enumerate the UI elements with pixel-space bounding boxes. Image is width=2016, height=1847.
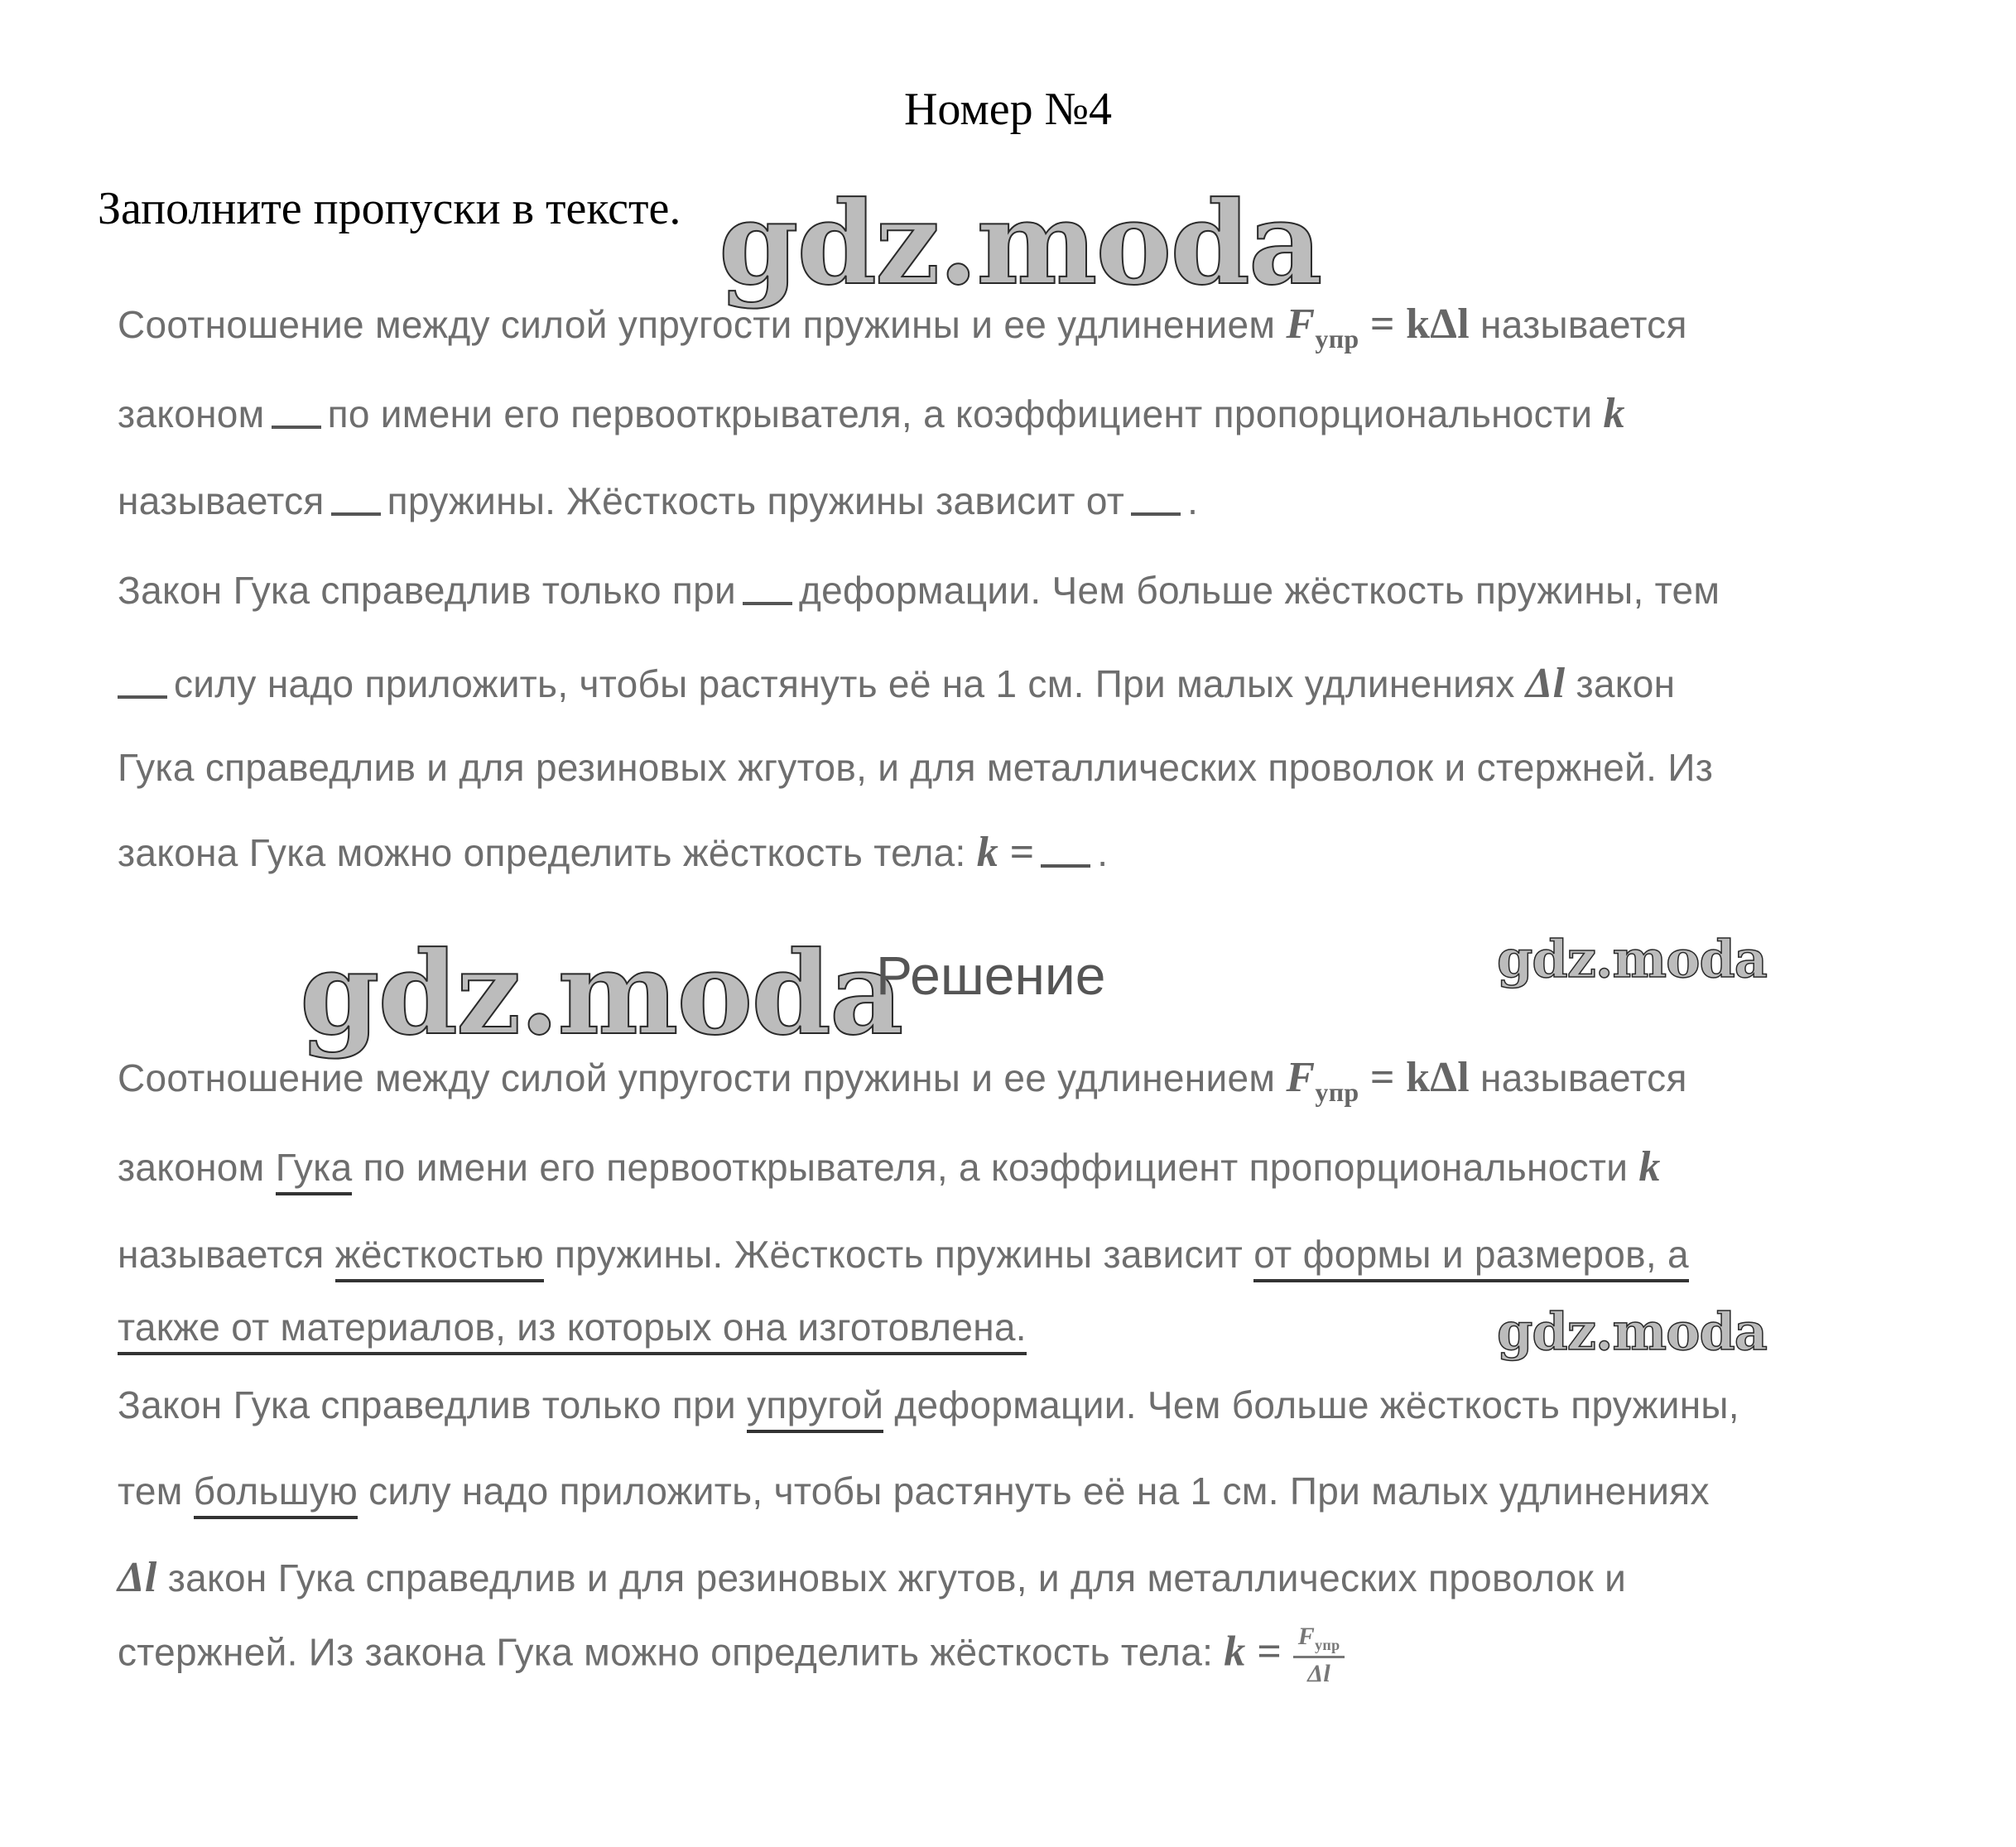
text: Закон Гука справедлив только при <box>118 1383 736 1426</box>
text: силу надо приложить, чтобы растянуть её на 1 см. При малых удлинениях <box>174 662 1515 705</box>
text: называется <box>118 1233 325 1276</box>
text: закон Гука справедлив и для резиновых жгутов, и для металлических проволок и <box>167 1556 1627 1599</box>
text: законом <box>118 392 265 435</box>
text: пружины. Жёсткость пружины зависит от <box>387 479 1125 522</box>
question-line <box>118 828 1108 877</box>
solution-line <box>118 1623 1345 1688</box>
text: деформации. Чем больше жёсткость пружины, <box>894 1383 1739 1426</box>
answer: также от материалов, из которых она изготовлена. <box>118 1306 1027 1355</box>
solution-line <box>118 1305 1027 1349</box>
k-equals: k = <box>1224 1628 1282 1676</box>
text: Соотношение между силой упругости пружины и ее удлинением <box>118 303 1276 346</box>
blank <box>118 695 167 699</box>
question-line <box>118 745 1713 790</box>
question-line <box>118 300 1687 354</box>
text: . <box>1187 479 1199 522</box>
text: законом <box>118 1146 265 1189</box>
answer: от формы и размеров, а <box>1253 1233 1689 1282</box>
page-title: Номер №4 <box>903 84 1113 135</box>
text: по имени его первооткрывателя, а коэффициент пропорциональности <box>327 392 1593 435</box>
stiffness-fraction: $\frac{F_{упр}}{\Delta l}$ <box>1293 1623 1345 1688</box>
solution-heading: Решение <box>876 945 1106 1006</box>
text: называется <box>118 479 325 522</box>
solution-line <box>118 1142 1661 1191</box>
k-symbol: k <box>1603 390 1625 437</box>
question-line <box>118 659 1675 708</box>
text: пружины. Жёсткость пружины зависит <box>555 1233 1244 1276</box>
text: деформации. Чем больше жёсткость пружины, тем <box>799 569 1720 612</box>
delta-l-symbol: Δl <box>1525 660 1566 707</box>
text: закон <box>1576 662 1676 705</box>
k-symbol: k <box>1638 1143 1661 1190</box>
blank <box>272 426 321 429</box>
text: стержней. Из закона Гука можно определить жёсткость тела: <box>118 1630 1214 1674</box>
text: Гука справедлив и для резиновых жгутов, и для металлических проволок и стержней. Из <box>118 746 1714 789</box>
hooke-formula: $F_{упр} = k\Delta l$ <box>1286 1054 1470 1107</box>
blank <box>331 512 381 516</box>
text: . <box>1097 831 1109 874</box>
watermark: gdz.moda <box>300 926 902 1061</box>
text: закона Гука можно определить жёсткость тела: <box>118 831 966 874</box>
watermark: gdz.moda <box>1497 1301 1767 1362</box>
answer: Гука <box>276 1146 353 1195</box>
text: по имени его первооткрывателя, а коэффициент пропорциональности <box>363 1146 1629 1189</box>
k-equals: k = <box>976 829 1035 876</box>
blank <box>1041 864 1090 868</box>
solution-line <box>118 1383 1739 1427</box>
solution-line <box>118 1053 1687 1108</box>
question-line <box>118 389 1625 438</box>
text: Закон Гука справедлив только при <box>118 569 736 612</box>
question-line <box>118 568 1720 613</box>
text: называется <box>1480 303 1687 346</box>
solution-line <box>118 1469 1710 1513</box>
hooke-formula: $F_{упр} = k\Delta l$ <box>1286 301 1470 354</box>
blank <box>1131 512 1181 516</box>
text: Соотношение между силой упругости пружины и ее удлинением <box>118 1056 1276 1099</box>
task-instruction: Заполните пропуски в тексте. <box>98 183 681 234</box>
watermark: gdz.moda <box>1497 929 1767 989</box>
solution-line <box>118 1232 1689 1277</box>
solution-line <box>118 1553 1626 1602</box>
delta-l-symbol: Δl <box>118 1554 157 1601</box>
answer: жёсткостью <box>335 1233 544 1282</box>
text: силу надо приложить, чтобы растянуть её на 1 см. При малых удлинениях <box>368 1469 1710 1513</box>
text: тем <box>118 1469 183 1513</box>
text: называется <box>1480 1056 1687 1099</box>
answer: упругой <box>747 1383 883 1433</box>
question-line <box>118 479 1198 523</box>
blank <box>743 602 792 605</box>
answer: большую <box>194 1469 358 1519</box>
watermark: gdz.moda <box>719 176 1321 310</box>
